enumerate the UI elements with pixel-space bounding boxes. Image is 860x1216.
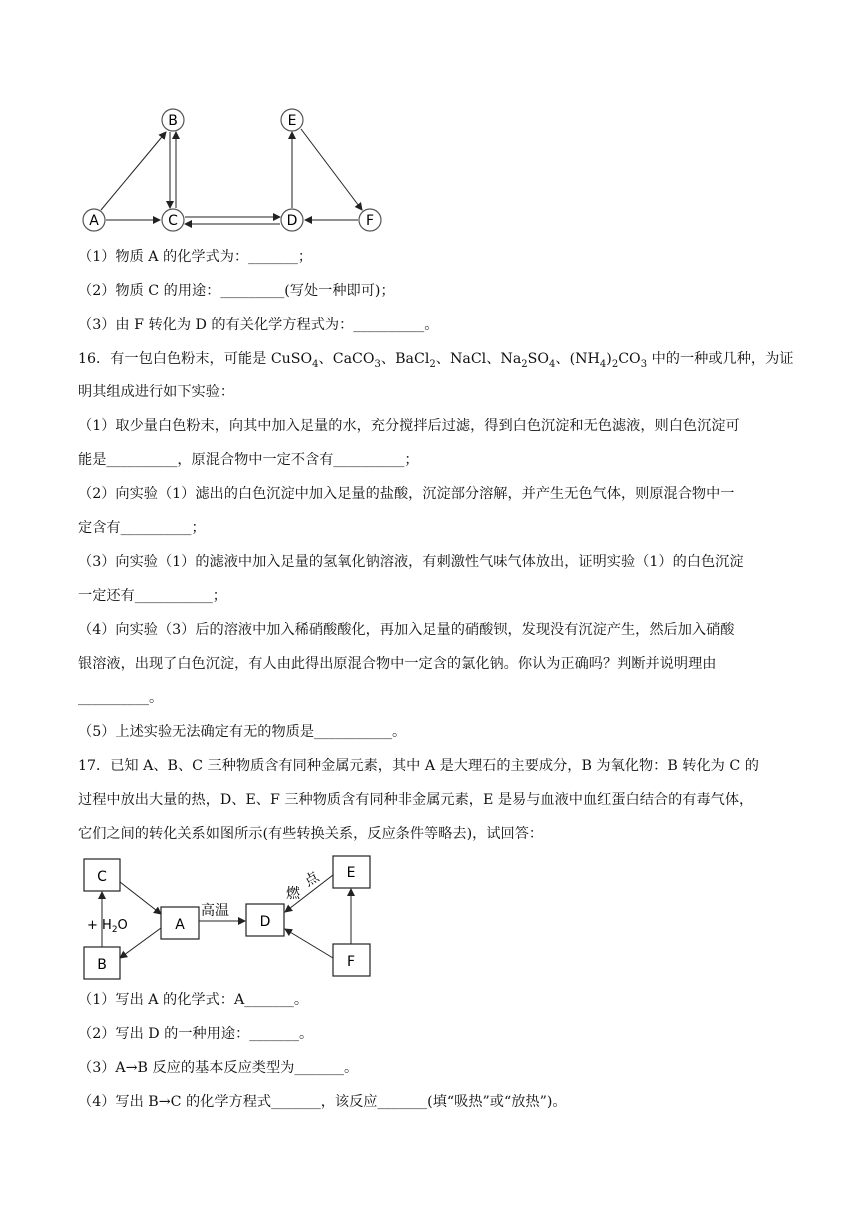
svg-text:D: D xyxy=(259,914,271,930)
arrow-a-b xyxy=(101,132,166,210)
q16-part1-line2: 能是__________，原混合物中一定不含有__________； xyxy=(78,452,419,468)
svg-text:C: C xyxy=(168,213,178,229)
arrow-f-d xyxy=(285,929,333,958)
q17-part1: （1）写出 A 的化学式：A_______。 xyxy=(78,992,309,1008)
svg-text:B: B xyxy=(97,957,107,973)
svg-text:B: B xyxy=(168,113,178,129)
box-d xyxy=(246,904,284,936)
q16-part3-line1: （3）向实验（1）的滤液中加入足量的氢氧化钠溶液，有刺激性气味气体放出，证明实验（1）的白色沉淀 xyxy=(78,554,744,570)
q17-intro-line2: 过程中放出大量的热，D、E、F 三种物质含有同种非金属元素，E 是易与血液中血红蛋白结合的有毒气体， xyxy=(78,792,754,808)
q17-part2: （2）写出 D 的一种用途：_______。 xyxy=(78,1026,314,1042)
svg-text:F: F xyxy=(346,954,356,970)
q16-part1-line1: （1）取少量白色粉末，向其中加入足量的水，充分搅拌后过滤，得到白色沉淀和无色滤液，则白色沉淀可 xyxy=(78,418,740,434)
arrow-e-f xyxy=(301,129,362,210)
node-d xyxy=(281,209,303,231)
svg-text:C: C xyxy=(97,869,107,885)
label-h2o: + $H_2O$ xyxy=(87,918,128,935)
q16-part3-line2: 一定还有___________； xyxy=(78,588,227,604)
svg-text:F: F xyxy=(365,213,375,229)
node-e xyxy=(281,109,303,131)
box-b xyxy=(84,947,120,979)
q16-part2-line2: 定含有__________； xyxy=(78,520,206,536)
q16-part5: （5）上述实验无法确定有无的物质是___________。 xyxy=(78,724,407,740)
q15-part2: （2）物质 C 的用途：_________(写处一种即可)； xyxy=(78,283,395,299)
svg-text:A: A xyxy=(89,213,99,229)
q16-part4-line2: 银溶液，出现了白色沉淀，有人由此得出原混合物中一定含的氯化钠。你认为正确吗？判断并说明理由 xyxy=(78,656,717,672)
q16-part4-line3: __________。 xyxy=(78,690,164,706)
svg-text:A: A xyxy=(175,917,185,933)
diagram-boxes xyxy=(75,852,385,980)
label-dian: 点 xyxy=(301,869,322,890)
box-f xyxy=(333,944,370,976)
box-a xyxy=(161,907,199,939)
q15-part1: （1）物质 A 的化学式为：_______； xyxy=(78,249,313,265)
q17-part4: （4）写出 B→C 的化学方程式_______，该反应_______(填“吸热”或“放热”)。 xyxy=(78,1094,567,1110)
q17-part3: （3）A→B 反应的基本反应类型为_______。 xyxy=(78,1060,359,1076)
arrow-c-a xyxy=(120,882,161,914)
q16-intro-line1: 16．有一包白色粉末，可能是 CuSO$_4$、CaCO$_3$、BaCl$_2$、NaCl、$Na_2SO_4$、$(NH_4)_2CO_3$ 中的一种或几种，为证 xyxy=(78,351,794,370)
q15-part3: （3）由 F 转化为 D 的有关化学方程式为：__________。 xyxy=(78,317,439,333)
label-high-temp: 高温 xyxy=(201,903,229,919)
node-b xyxy=(162,109,184,131)
q16-part4-line1: （4）向实验（3）后的溶液中加入稀硝酸酸化，再加入足量的硝酸钡，发现没有沉淀产生，然后加入硝酸 xyxy=(78,622,735,638)
q16-part2-line1: （2）向实验（1）滤出的白色沉淀中加入足量的盐酸，沉淀部分溶解，并产生无色气体，则原混合物中一 xyxy=(78,486,735,502)
q16-intro-line2: 明其组成进行如下实验： xyxy=(78,384,235,400)
svg-text:D: D xyxy=(286,213,298,229)
node-a xyxy=(83,209,105,231)
node-c xyxy=(162,209,184,231)
q17-intro-line3: 它们之间的转化关系如图所示(有些转换关系，反应条件等略去)，试回答： xyxy=(78,826,544,842)
label-ran: 燃 xyxy=(286,886,300,902)
node-f xyxy=(359,209,381,231)
svg-text:E: E xyxy=(287,113,297,129)
box-c xyxy=(84,859,120,891)
svg-text:E: E xyxy=(346,865,356,881)
q17-intro-line1: 17．已知 A、B、C 三种物质含有同种金属元素，其中 A 是大理石的主要成分，B 为氧化物：B 转化为 C 的 xyxy=(78,758,759,774)
diagram-circles xyxy=(70,100,400,240)
box-e xyxy=(333,856,370,888)
